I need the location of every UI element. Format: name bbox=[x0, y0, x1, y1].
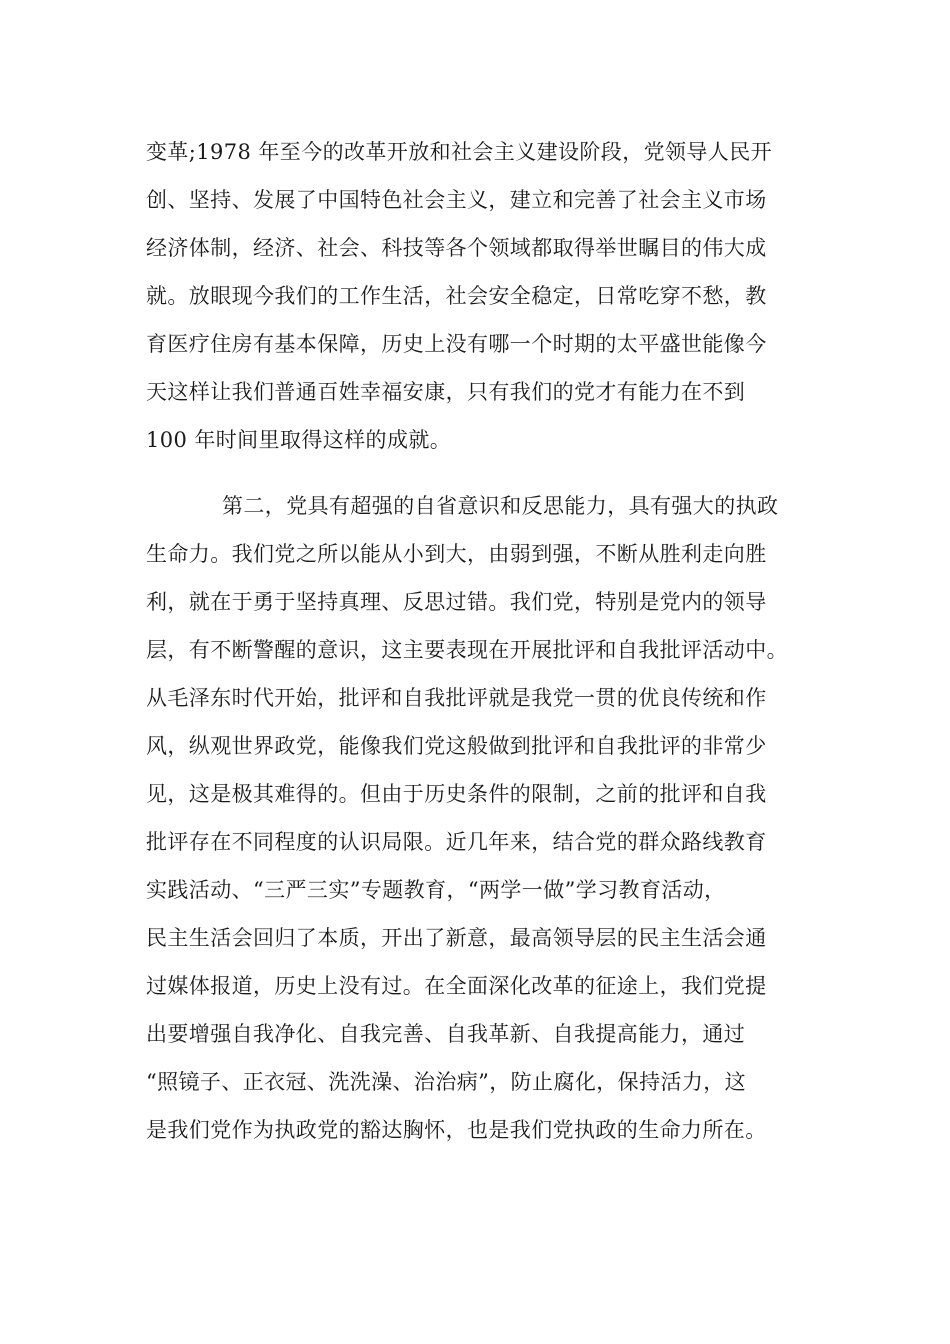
paragraph-2-line-5: 从毛泽东时代开始，批评和自我批评就是我党一贯的优良传统和作 bbox=[146, 686, 767, 710]
paragraph-2-line-1: 第二，党具有超强的自省意识和反思能力，具有强大的执政 bbox=[222, 494, 779, 518]
paragraph-2-line-11: 过媒体报道，历史上没有过。在全面深化改革的征途上，我们党提 bbox=[146, 974, 767, 998]
paragraph-1-line-5: 育医疗住房有基本保障，历史上没有哪一个时期的太平盛世能像今 bbox=[146, 332, 767, 356]
paragraph-2-line-12: 出要增强自我净化、自我完善、自我革新、自我提高能力，通过 bbox=[146, 1022, 746, 1046]
paragraph-2-line-4: 层，有不断警醒的意识，这主要表现在开展批评和自我批评活动中。 bbox=[146, 638, 788, 662]
paragraph-1-line-2: 创、坚持、发展了中国特色社会主义，建立和完善了社会主义市场 bbox=[146, 188, 767, 212]
paragraph-2-line-7: 见，这是极其难得的。但由于历史条件的限制，之前的批评和自我 bbox=[146, 782, 767, 806]
paragraph-1-line-1: 变革;1978 年至今的改革开放和社会主义建设阶段，党领导人民开 bbox=[146, 140, 772, 164]
paragraph-1-line-6: 天这样让我们普通百姓幸福安康，只有我们的党才有能力在不到 bbox=[146, 380, 746, 404]
paragraph-2-line-9: 实践活动、“三严三实”专题教育，“两学一做”学习教育活动， bbox=[146, 878, 726, 902]
paragraph-2-line-3: 利，就在于勇于坚持真理、反思过错。我们党，特别是党内的领导 bbox=[146, 590, 767, 614]
paragraph-1-line-4: 就。放眼现今我们的工作生活，社会安全稳定，日常吃穿不愁，教 bbox=[146, 284, 767, 308]
paragraph-2-line-10: 民主生活会回归了本质，开出了新意，最高领导层的民主生活会通 bbox=[146, 926, 767, 950]
paragraph-2-line-14: 是我们党作为执政党的豁达胸怀，也是我们党执政的生命力所在。 bbox=[146, 1118, 767, 1142]
paragraph-2-line-6: 风，纵观世界政党，能像我们党这般做到批评和自我批评的非常少 bbox=[146, 734, 767, 758]
paragraph-2-line-2: 生命力。我们党之所以能从小到大，由弱到强，不断从胜利走向胜 bbox=[146, 542, 767, 566]
paragraph-2-line-8: 批评存在不同程度的认识局限。近几年来，结合党的群众路线教育 bbox=[146, 830, 767, 854]
paragraph-1-line-7: 100 年时间里取得这样的成就。 bbox=[146, 428, 452, 452]
paragraph-1-line-3: 经济体制，经济、社会、科技等各个领域都取得举世瞩目的伟大成 bbox=[146, 236, 767, 260]
paragraph-2-line-13: “照镜子、正衣冠、洗洗澡、治治病”，防止腐化，保持活力，这 bbox=[146, 1070, 747, 1094]
